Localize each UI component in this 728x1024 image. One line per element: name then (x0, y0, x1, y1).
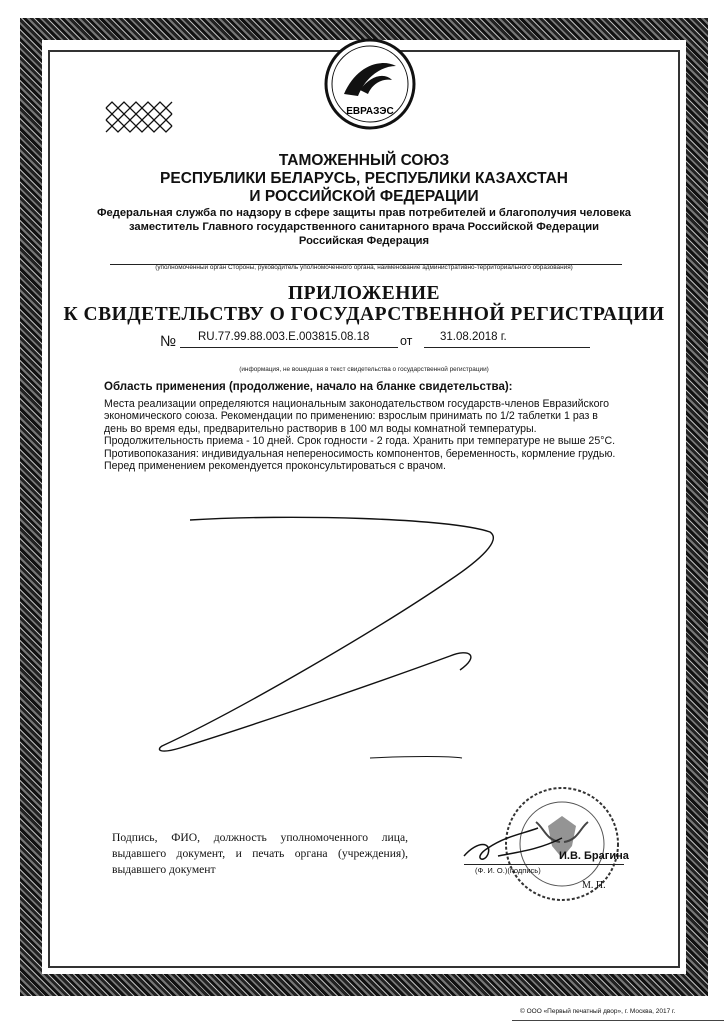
service-name: Федеральная служба по надзору в сфере защиты прав потребителей и благополучия человека (96, 207, 632, 219)
header-republics: РЕСПУБЛИКИ БЕЛАРУСЬ, РЕСПУБЛИКИ КАЗАХСТАН (160, 170, 568, 187)
registration-row (160, 331, 590, 349)
registration-date: 31.08.2018 г. (440, 331, 507, 343)
emblem-text: ЕВРАЗЭС (346, 106, 394, 117)
printer-note: © ООО «Первый печатный двор», г. Москва, 2017 г. (520, 1008, 676, 1015)
header-russia: И РОССИЙСКОЙ ФЕДЕРАЦИИ (249, 188, 479, 205)
registration-number: RU.77.99.88.003.E.003815.08.18 (198, 331, 370, 343)
eurasec-emblem (322, 36, 418, 132)
header-union: ТАМОЖЕННЫЙ СОЮЗ (278, 152, 450, 169)
info-note: (информация, не вошедшая в текст свидетельства о государственной регистрации) (239, 366, 489, 373)
scope-paragraph: Места реализации определяются национальным законодательством государств-членов Евразийского экономического союза. Рекомендации по применению: взрослым принимать по 1/2 таблетки 1 раз в день во время еды, предварительно растворив в 100 мл воды комнатной температуры. Продолжительность приема - 10 дней. Срок годности - 2 года. Хранить при температуре не выше 25°С. Противопоказания: индивидуальная непереносимость компонентов, беременность, кормление грудью. Перед применением рекомендуется проконсультироваться с врачом. (104, 398, 616, 473)
appendix-subtitle: К СВИДЕТЕЛЬСТВУ О ГОСУДАРСТВЕННОЙ РЕГИСТРАЦИИ (63, 304, 665, 325)
bottom-rule (512, 1020, 724, 1021)
cross-out-mark (150, 510, 530, 760)
signer-name: И.В. Брагина (559, 850, 629, 862)
appendix-title: ПРИЛОЖЕНИЕ (287, 283, 441, 304)
number-underline (180, 347, 398, 348)
number-symbol: № (160, 333, 177, 350)
stamp-place-label: М. П. (582, 880, 606, 891)
from-label: от (400, 334, 413, 348)
scope-title: Область применения (продолжение, начало на бланке свидетельства): (104, 381, 513, 393)
authority-note: (уполномоченный орган Стороны, руководитель уполномоченного органа, наименование административно-территориального образования) (155, 264, 573, 271)
pattern-stamp (104, 100, 178, 134)
signer-underline (464, 864, 624, 865)
date-underline (424, 347, 590, 348)
signature-label: Подпись, ФИО, должность уполномоченного лица, выдавшего документ, и печать органа (учреждения), выдавшего документ (112, 831, 408, 876)
deputy-title: заместитель Главного государственного санитарного врача Российской Федерации (129, 221, 599, 233)
country-name: Российская Федерация (298, 235, 430, 247)
fio-label: (Ф. И. О.)(подпись) (475, 866, 541, 875)
